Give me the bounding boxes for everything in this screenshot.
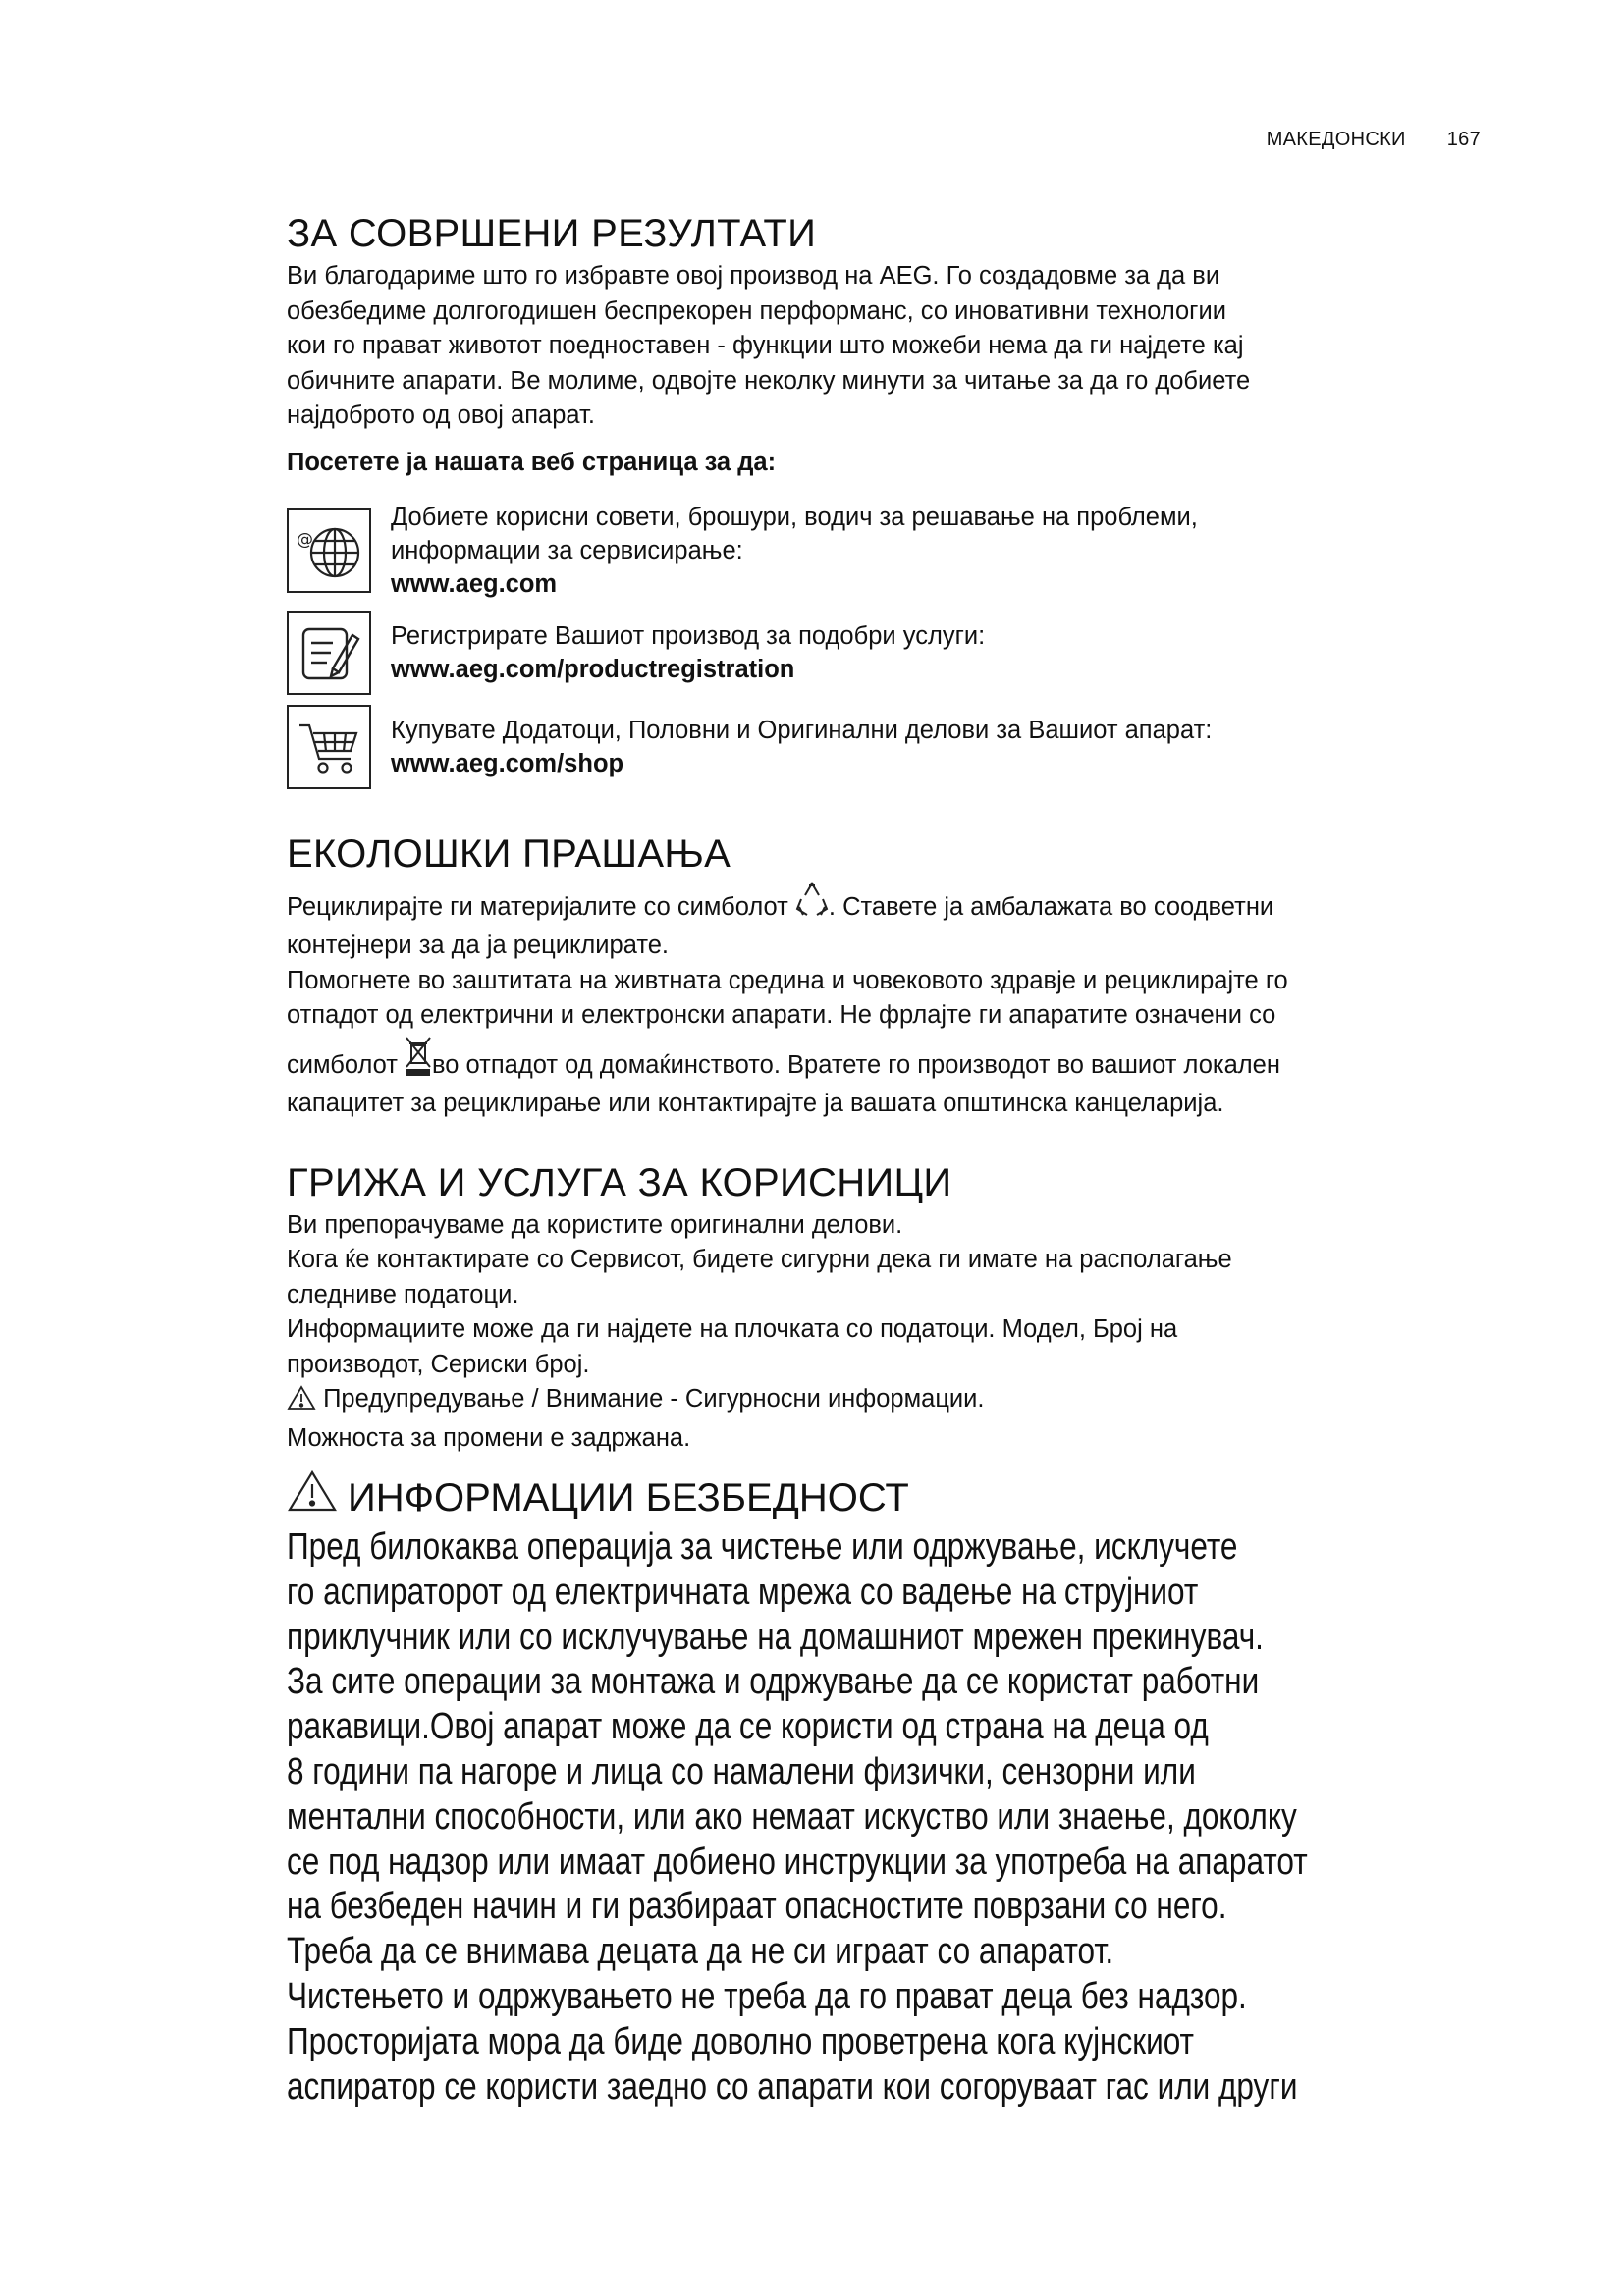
- safety-line: на безбеден начин и ги разбираат опасностите поврзани со него.: [287, 1886, 1227, 1928]
- visit-text-shop: [391, 714, 1212, 780]
- visit-heading: Посетете ја нашата веб страница за да:: [287, 448, 777, 476]
- link-aeg-shop[interactable]: www.aeg.com/shop: [391, 749, 624, 777]
- care-line-7: Можноста за промени е задржана.: [287, 1423, 691, 1452]
- safety-line: приклучник или со исклучување на домашниот мрежен прекинувач.: [287, 1616, 1264, 1658]
- safety-line: Просторијата мора да биде доволно проветрена кога кујнскиот: [287, 2020, 1194, 2062]
- page-number: 167: [1446, 129, 1481, 150]
- safety-title-text: ИНФОРМАЦИИ БЕЗБЕДНОСТ: [348, 1475, 909, 1520]
- visit-row-shop: [287, 705, 1485, 789]
- perfect-line-4: обичните апарати. Ве молиме, одвојте неколку минути за читање за да го добиете: [287, 366, 1251, 395]
- visit-support-line-2: информации за сервисирање:: [391, 536, 743, 564]
- page-content: [287, 208, 1485, 2109]
- safety-line: се под надзор или имаат добиено инструкции за употреба на апаратот: [287, 1841, 1308, 1883]
- visit-registration-line: Регистрирате Вашиот производ за подобри услуги:: [391, 621, 986, 650]
- section-title-eco: ЕКОЛОШКИ ПРАШАЊА: [287, 831, 731, 876]
- perfect-line-5: најдоброто од овој апарат.: [287, 401, 595, 429]
- perfect-line-1: Ви благодариме што го избравте овој производ на AEG. Го создадовме за да ви: [287, 262, 1220, 290]
- visit-support-line-1: Добиете корисни совети, брошури, водич за решавање на проблеми,: [391, 503, 1198, 531]
- globe-icon: [287, 508, 371, 593]
- section-title-perfect-results: ЗА СОВРШЕНИ РЕЗУЛТАТИ: [287, 212, 817, 255]
- safety-line: 8 години па нагоре и лица со намалени физички, сензорни или: [287, 1750, 1196, 1792]
- perfect-line-2: обезбедиме долгогодишен беспрекорен перформанс, со иновативни технологии: [287, 296, 1226, 325]
- registration-form-icon: [287, 611, 371, 695]
- eco-line-4: отпадот од електрични и електронски апарати. Не фрлајте ги апаратите означени со: [287, 1001, 1276, 1029]
- svg-text:@: @: [297, 529, 313, 550]
- care-text: [287, 1208, 1485, 1457]
- perfect-intro: [287, 259, 1485, 434]
- section-title-care: ГРИЖА И УСЛУГА ЗА КОРИСНИЦИ: [287, 1160, 952, 1204]
- eco-line-3: Помогнете во заштитата на живтната средина и човековото здравје и рециклирајте го: [287, 966, 1288, 994]
- safety-line: го аспираторот од електричната мрежа со вадење на струјниот: [287, 1571, 1199, 1613]
- care-line-3: следниве податоци.: [287, 1280, 519, 1308]
- eco-text: [287, 880, 1485, 1122]
- eco-line-1a: Рециклирајте ги материјалите со симболот: [287, 892, 788, 921]
- safety-line: ментални способности, или ако немаат искуство или знаење, доколку: [287, 1795, 1297, 1838]
- eco-line-6: капацитет за рециклирање или контактирајте ја вашата општинска канцеларија.: [287, 1090, 1224, 1117]
- recycle-icon: [795, 880, 829, 930]
- section-title-safety: [287, 1469, 1485, 1525]
- eco-line-5b: во отпадот од домаќинството. Вратете го производот во вашиот локален: [432, 1050, 1280, 1079]
- visit-row-support: [287, 501, 1485, 601]
- safety-line: ракавици.Овој апарат може да се користи од страна на деца од: [287, 1706, 1209, 1748]
- care-line-6: Предупредување / Внимание - Сигурносни информации.: [323, 1385, 985, 1413]
- safety-text: [287, 1525, 1485, 2109]
- safety-line: Пред билокаква операција за чистење или одржување, исклучете: [287, 1526, 1238, 1568]
- care-line-2: Кога ќе контактирате со Сервисот, бидете сигурни дека ги имате на располагање: [287, 1246, 1232, 1273]
- safety-line: Чистењето и одржувањето не треба да го прават деца без надзор.: [287, 1975, 1247, 2017]
- header-language: МАКЕДОНСКИ: [1266, 129, 1406, 150]
- link-aeg-com[interactable]: www.aeg.com: [391, 569, 558, 598]
- visit-text-support: [391, 501, 1198, 601]
- eco-line-2: контејнери за да ја рециклирате.: [287, 932, 669, 959]
- care-line-5: производот, Сериски број.: [287, 1350, 590, 1378]
- perfect-line-3: кои го прават животот поедноставен - функции што можеби нема да ги најдете кај: [287, 332, 1244, 359]
- safety-warning-icon: [287, 1469, 338, 1525]
- shopping-cart-icon: [287, 705, 371, 789]
- care-line-1: Ви препорачуваме да користите оригинални делови.: [287, 1210, 903, 1239]
- visit-row-registration: [287, 611, 1485, 695]
- safety-line: аспиратор се користи заедно со апарати кои согоруваат гас или други: [287, 2065, 1298, 2108]
- eco-line-1b: . Ставете ја амбалажата во соодветни: [828, 892, 1274, 921]
- safety-line: За сите операции за монтажа и одржување да се користат работни: [287, 1661, 1260, 1703]
- visit-text-registration: [391, 619, 985, 686]
- page-header: [1267, 129, 1481, 151]
- warning-icon: [287, 1385, 316, 1421]
- eco-line-5a: симболот: [287, 1050, 398, 1079]
- link-product-registration[interactable]: www.aeg.com/productregistration: [391, 655, 795, 683]
- care-line-4: Информациите може да ги најдете на плочката со податоци. Модел, Број на: [287, 1315, 1178, 1343]
- visit-shop-line: Купувате Додатоци, Половни и Оригинални делови за Вашиот апарат:: [391, 716, 1213, 744]
- crossed-bin-icon: [405, 1034, 432, 1088]
- safety-line: Треба да се внимава децата да не си играат со апаратот.: [287, 1931, 1114, 1973]
